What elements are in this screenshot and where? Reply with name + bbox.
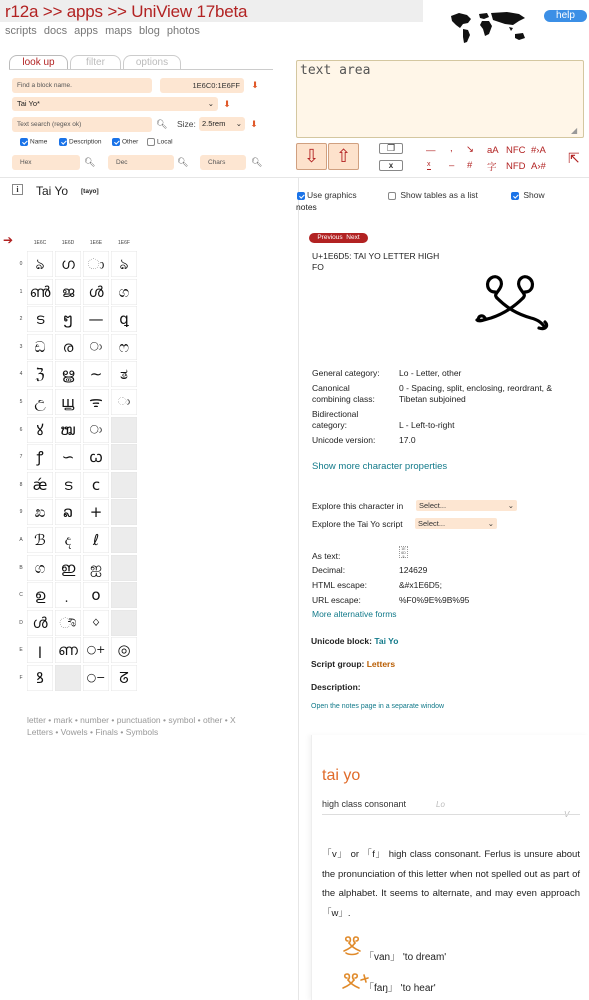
tai-yo-word-image: [341, 935, 363, 957]
explore-char-select[interactable]: [416, 500, 517, 511]
nav-docs[interactable]: docs: [43, 25, 68, 37]
character-cell[interactable]: ര: [55, 334, 81, 360]
search-icon[interactable]: 🔍︎: [251, 157, 263, 167]
arrow-right-icon: ➔: [3, 233, 14, 247]
row-header: B: [19, 564, 23, 571]
unicode-block-row: [311, 636, 398, 646]
row-header: F: [19, 675, 23, 681]
tool-minus[interactable]: ‒: [449, 160, 455, 171]
block-title: Tai Yo: [36, 184, 69, 198]
show-more-properties-link[interactable]: Show more character properties: [312, 461, 448, 472]
column-header: 1E6E: [89, 240, 103, 246]
row-header: D: [19, 619, 23, 626]
row-header: A: [19, 537, 23, 543]
more-alt-forms-link[interactable]: More alternative forms: [312, 609, 397, 619]
name-checkbox[interactable]: [20, 138, 47, 146]
character-cell[interactable]: ໆ: [55, 306, 81, 332]
nav-maps[interactable]: maps: [105, 25, 132, 37]
character-cell: [111, 417, 137, 443]
explore-script-select[interactable]: [415, 518, 497, 529]
char-code-line1: U+1E6D5: TAI YO LETTER HIGH: [312, 251, 440, 261]
character-cell[interactable]: ᘔ: [111, 665, 137, 691]
row-header: 3: [19, 343, 23, 350]
character-cell[interactable]: ꞁ: [27, 637, 53, 663]
tool-han[interactable]: 字: [487, 162, 497, 173]
search-icon[interactable]: 🔍︎: [156, 119, 168, 129]
show-notes-checkbox[interactable]: [511, 190, 545, 200]
search-icon[interactable]: 🔍︎: [84, 157, 96, 167]
explore-script-select-value: Select...: [418, 519, 446, 528]
checkbox-box[interactable]: [388, 192, 396, 200]
row-header: C: [19, 592, 23, 599]
character-cell: [55, 665, 81, 691]
row-header: 2: [19, 316, 23, 323]
prop-value: Lo - Letter, other: [399, 368, 462, 378]
chevron-down-icon: ⌄: [487, 519, 494, 528]
checkbox-box[interactable]: [147, 138, 155, 146]
character-cell[interactable]: ℓ: [83, 527, 109, 553]
tool-hash[interactable]: #: [467, 160, 473, 171]
character-cell: [111, 582, 137, 608]
download-icon[interactable]: ⬇: [223, 99, 231, 109]
column-header: 1E6C: [33, 240, 47, 246]
character-cell[interactable]: ○+: [83, 637, 109, 663]
character-cell[interactable]: ഗ: [55, 251, 81, 277]
character-cell[interactable]: ട: [27, 306, 53, 332]
explore-char-select-value: Select...: [419, 501, 447, 510]
character-cell[interactable]: ∼: [83, 361, 109, 387]
tab-underline: [9, 69, 273, 70]
checkbox-box[interactable]: [297, 192, 305, 200]
block-select-value: Tai Yo*: [17, 99, 40, 108]
chars-input[interactable]: Chars: [200, 155, 246, 170]
character-cell[interactable]: ꚗ: [55, 389, 81, 415]
notes-divider: [322, 814, 580, 815]
tool-nfc[interactable]: NFC: [506, 145, 526, 156]
character-cell[interactable]: ℬ: [27, 527, 53, 553]
tool-x[interactable]: x: [427, 161, 431, 168]
character-cell[interactable]: ꝭ: [27, 444, 53, 470]
character-cell: [111, 610, 137, 636]
character-cell[interactable]: ತ: [111, 361, 137, 387]
character-cell[interactable]: ꞷ: [83, 444, 109, 470]
description-label: Description:: [311, 682, 361, 692]
prop-value: 0 - Spacing, split, enclosing, reordrant, & Tibetan subjoined: [399, 383, 553, 404]
character-cell[interactable]: ා: [83, 251, 109, 277]
character-cell[interactable]: ജ: [55, 279, 81, 305]
row-header: 4: [19, 371, 23, 378]
checkbox-box[interactable]: [511, 192, 519, 200]
top-nav: [5, 25, 204, 37]
character-cell[interactable]: ο: [83, 582, 109, 608]
row-header: 8: [19, 481, 23, 488]
local-checkbox[interactable]: [147, 138, 173, 146]
local-checkbox-label: Local: [157, 138, 173, 146]
tab-look-up[interactable]: look up: [9, 55, 68, 69]
character-cell[interactable]: උ: [27, 389, 53, 415]
tool-nfd[interactable]: NFD: [506, 161, 526, 172]
chevron-down-icon: ⌄: [507, 501, 514, 510]
script-group-link[interactable]: Letters: [366, 659, 396, 669]
download-icon[interactable]: ⬇: [251, 80, 259, 90]
range-input[interactable]: 1E6C0:1E6FF: [160, 78, 244, 93]
notes-subtitle: high class consonant: [322, 799, 407, 809]
block-select[interactable]: [12, 97, 218, 111]
character-cell[interactable]: ണ: [55, 637, 81, 663]
nav-scripts[interactable]: scripts: [5, 25, 37, 37]
notes-title: tai yo: [322, 767, 361, 784]
char-code-line2: FO: [312, 262, 324, 272]
copy-button[interactable]: ❐: [379, 143, 403, 154]
character-cell[interactable]: ○ා: [83, 417, 109, 443]
nav-photos[interactable]: photos: [166, 25, 200, 37]
name-checkbox-label: Name: [30, 138, 48, 146]
character-cell[interactable]: +: [83, 499, 109, 525]
prop-label: Bidirectional category:: [312, 409, 359, 430]
clear-button[interactable]: x: [379, 160, 403, 171]
info-icon[interactable]: i: [12, 184, 23, 195]
size-select[interactable]: [199, 117, 245, 131]
dec-input[interactable]: Dec: [108, 155, 174, 170]
character-cell[interactable]: [55, 582, 81, 608]
character-cell[interactable]: ◌ා: [111, 389, 137, 415]
character-cell[interactable]: ඩ: [27, 334, 53, 360]
example-2: 「faŋ」 'to hear': [364, 983, 436, 994]
hex-input[interactable]: Hex: [12, 155, 80, 170]
character-cell[interactable]: ಖ: [27, 499, 53, 525]
url-escape-label: URL escape:: [312, 595, 361, 605]
chevron-down-icon: ⌄: [235, 119, 242, 128]
page-title[interactable]: r12a >> apps >> UniView 17beta: [5, 2, 248, 21]
show-tables-label: Show tables as a list: [400, 190, 478, 200]
character-cell[interactable]: ລ: [55, 499, 81, 525]
character-cell[interactable]: ஐ: [83, 555, 109, 581]
character-cell[interactable]: ൠ: [55, 361, 81, 387]
search-icon[interactable]: 🔍︎: [177, 157, 189, 167]
checkbox-box[interactable]: [59, 138, 67, 146]
character-cell[interactable]: ᛜ: [83, 610, 109, 636]
character-cell: [111, 444, 137, 470]
size-select-value: 2.5rem: [202, 119, 226, 128]
export-icon[interactable]: ⇱: [568, 150, 580, 166]
divider: [0, 177, 589, 178]
block-code: [tayo]: [81, 188, 99, 195]
tool-case[interactable]: aA: [487, 145, 499, 156]
nav-blog[interactable]: blog: [139, 25, 160, 37]
checkbox-box[interactable]: [112, 138, 120, 146]
size-label: Size:: [177, 119, 196, 129]
text-search-input[interactable]: Text search (regex ok): [12, 117, 152, 132]
tool-arrow[interactable]: ↘: [466, 144, 474, 155]
example-1: 「van」 'to dream': [364, 952, 447, 963]
prop-value: 17.0: [399, 435, 416, 445]
character-cell[interactable]: ග: [111, 279, 137, 305]
character-cell[interactable]: ◎: [111, 637, 137, 663]
show-notes-label-2: notes: [296, 202, 317, 212]
character-cell[interactable]: ໝ: [55, 417, 81, 443]
column-header: 1E6D: [61, 240, 75, 246]
character-cell[interactable]: ෆ: [111, 334, 137, 360]
notes-paragraph: 「v」 or 「f」 high class consonant. Ferlus is unsure about the pronunciation of this letter when not spelled out as part of the alphabet. It seems to alternate, and may even approach 「w」.: [322, 849, 580, 919]
unicode-block-label: Unicode block:: [311, 636, 372, 646]
legend-categories[interactable]: letter • mark • number • punctuation • symbol • other • X: [27, 715, 236, 725]
row-header: 7: [19, 454, 23, 461]
explore-script-label: Explore the Tai Yo script: [312, 519, 403, 529]
character-cell[interactable]: ℨ: [27, 361, 53, 387]
row-header: 0: [19, 261, 23, 267]
script-group-row: [311, 659, 395, 669]
show-notes-label: Show: [523, 190, 545, 200]
legend-groups[interactable]: Letters • Vowels • Finals • Symbols: [27, 727, 159, 737]
character-cell[interactable]: ꝸ: [27, 665, 53, 691]
explore-char-label: Explore this character in: [312, 501, 404, 511]
html-escape-value: &#x1E6D5;: [399, 580, 442, 590]
tool-dash[interactable]: —: [426, 145, 436, 156]
other-checkbox[interactable]: [112, 138, 138, 146]
row-header: 5: [19, 399, 23, 405]
use-graphics-checkbox[interactable]: [297, 190, 357, 200]
world-map-icon[interactable]: [449, 10, 535, 46]
checkbox-box[interactable]: [20, 138, 28, 146]
other-checkbox-label: Other: [122, 138, 139, 146]
character-cell[interactable]: ꙋ: [27, 417, 53, 443]
download-icon[interactable]: ⬇: [250, 119, 258, 129]
character-cell[interactable]: —: [83, 306, 109, 332]
character-cell[interactable]: ೌ: [55, 610, 81, 636]
character-cell: [111, 527, 137, 553]
tool-hex-to-char[interactable]: #›A: [531, 145, 546, 156]
row-header: E: [19, 647, 23, 654]
use-graphics-label: Use graphics: [307, 190, 357, 200]
prop-label: Unicode version:: [312, 435, 376, 445]
decimal-value: 124629: [399, 565, 428, 575]
missing-glyph-icon: 1E 6D 5: [399, 546, 408, 558]
character-cell[interactable]: ഇ: [55, 555, 81, 581]
prop-label: General category:: [312, 368, 380, 378]
as-text-label: As text:: [312, 551, 341, 561]
prop-value: L - Left-to-right: [399, 420, 455, 430]
character-cell[interactable]: ǽ: [27, 472, 53, 498]
tool-char-to-hex[interactable]: A›#: [531, 161, 546, 172]
row-header: 9: [19, 509, 23, 516]
prop-label: Canonical combining class:: [312, 383, 375, 404]
column-header: 1E6F: [118, 240, 130, 246]
character-cell[interactable]: ○−: [83, 665, 109, 691]
character-glyph-image: [473, 272, 551, 334]
character-cell: [111, 499, 137, 525]
row-header: 1: [19, 288, 23, 295]
character-cell[interactable]: ∽: [55, 444, 81, 470]
character-cell[interactable]: ග: [27, 555, 53, 581]
show-tables-checkbox[interactable]: [388, 190, 478, 200]
character-cell: [111, 472, 137, 498]
character-grid: [18, 240, 140, 700]
open-notes-link[interactable]: Open the notes page in a separate window: [311, 703, 445, 710]
character-cell[interactable]: ꝗ: [111, 306, 137, 332]
help-button[interactable]: help: [544, 10, 587, 22]
notes-category: Lo: [436, 800, 445, 809]
nav-apps[interactable]: apps: [74, 25, 99, 37]
divider: [298, 178, 299, 1000]
character-cell[interactable]: ঌ: [27, 251, 53, 277]
next-button[interactable]: Next: [346, 234, 360, 241]
text-area[interactable]: text area: [296, 60, 584, 138]
url-escape-value: %F0%9E%9B%95: [399, 595, 470, 605]
row-header: 6: [19, 426, 23, 433]
character-cell[interactable]: ട: [55, 472, 81, 498]
character-cell[interactable]: ঌ: [111, 251, 137, 277]
html-escape-label: HTML escape:: [312, 580, 367, 590]
description-checkbox[interactable]: [59, 138, 102, 146]
character-cell[interactable]: ഉ: [27, 582, 53, 608]
resize-handle-icon[interactable]: ◢: [571, 126, 578, 135]
character-cell[interactable]: ○ා: [83, 334, 109, 360]
character-cell[interactable]: ൾ: [27, 610, 53, 636]
character-cell[interactable]: ൾ: [83, 279, 109, 305]
unicode-block-link[interactable]: Tai Yo: [374, 636, 399, 646]
character-cell[interactable]: ൺ: [27, 279, 53, 305]
character-cell: [111, 555, 137, 581]
move-up-button[interactable]: ⇧: [328, 143, 359, 170]
tab-options[interactable]: options: [123, 55, 181, 69]
prev-next-nav: [309, 233, 368, 243]
tool-comma[interactable]: ,: [450, 143, 453, 154]
block-name-input[interactable]: Find a block name.: [12, 78, 152, 93]
chevron-down-icon: ⌄: [207, 99, 214, 108]
tab-filter[interactable]: filter: [70, 55, 121, 69]
character-cell[interactable]: ද: [55, 527, 81, 553]
description-checkbox-label: Description: [69, 138, 102, 146]
character-cell[interactable]: ᯤ: [83, 389, 109, 415]
character-cell[interactable]: ϲ: [83, 472, 109, 498]
previous-button[interactable]: Previous: [317, 234, 343, 241]
move-down-button[interactable]: ⇩: [296, 143, 327, 170]
script-group-label: Script group:: [311, 659, 365, 669]
decimal-label: Decimal:: [312, 565, 346, 575]
